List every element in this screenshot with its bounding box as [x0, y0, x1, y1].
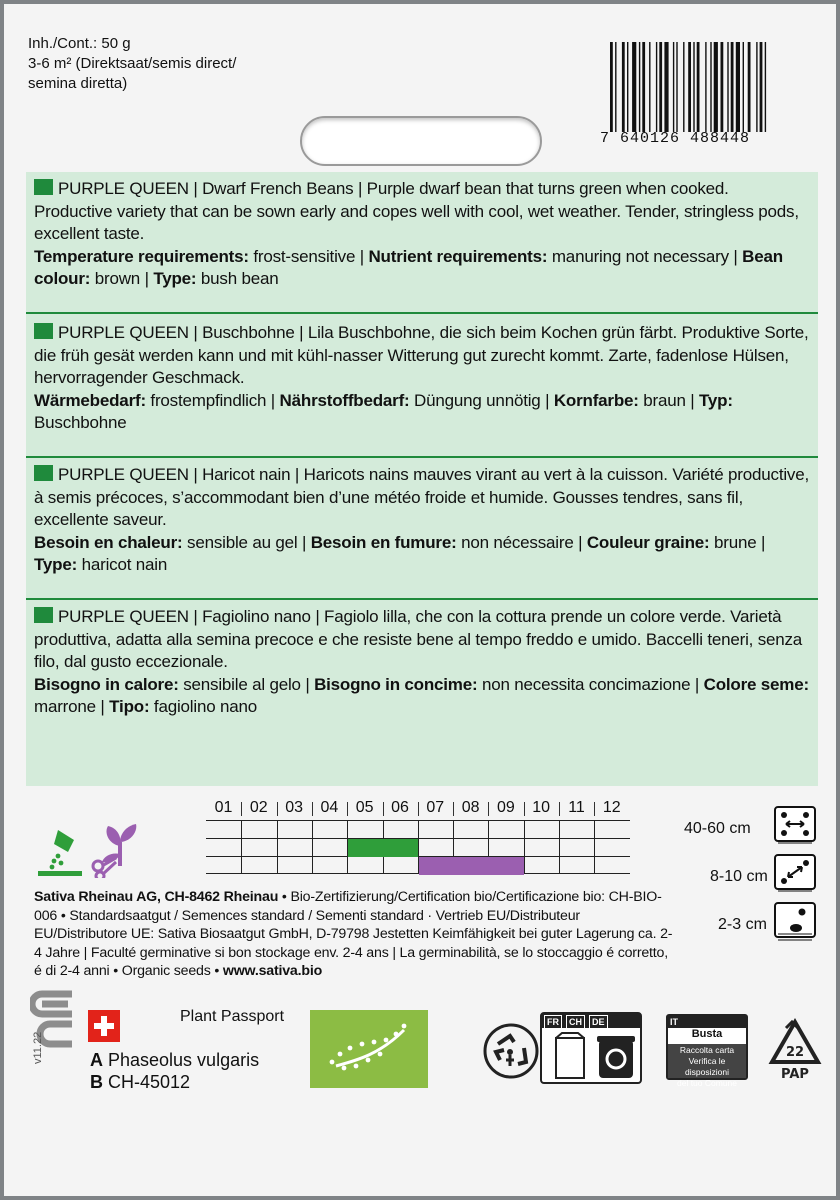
- month-label: 12: [602, 799, 621, 816]
- month-separator: [383, 802, 384, 816]
- company-name: Sativa Rheinau AG, CH-8462 Rheinau: [34, 889, 279, 905]
- month-separator: [594, 802, 595, 816]
- calendar-gridline: [312, 820, 313, 874]
- sowing-icon: [38, 830, 82, 876]
- green-square-icon: [34, 179, 53, 195]
- eu-organic-logo: [310, 1010, 428, 1088]
- month-separator: [488, 802, 489, 816]
- calendar-gridline: [559, 820, 560, 874]
- triman-recycling-box: [540, 1012, 642, 1084]
- month-label: 04: [320, 799, 339, 816]
- sowing-area-cont: semina diretta): [28, 75, 128, 92]
- row-spacing: 40-60 cm: [684, 820, 751, 837]
- passport-species: A Phaseolus vulgaris: [90, 1050, 260, 1070]
- recycle-person-icon: [482, 1022, 540, 1080]
- month-separator: [347, 802, 348, 816]
- svg-text:22: 22: [785, 1045, 805, 1060]
- hang-hole: [300, 116, 542, 166]
- barcode-digits: 7 640126 488448: [600, 130, 751, 147]
- seed-packet-back: [4, 4, 836, 1196]
- divider: [26, 456, 818, 458]
- description-it: PURPLE QUEEN | Fagiolino nano | Fagiolo lilla, che con la cottura prende un colore verde. Varietà produttiva, adatta alla semina precoce e che resiste bene al tempo freddo e umido. Baccelli teneri, senza filo, dal gusto eccezionale. Bisogno in calore: sensibile al gelo | Bisogno in concime: non necessita concimazione | Colore seme: marrone | Tipo: fagiolino nano: [34, 607, 809, 716]
- green-square-icon: [34, 323, 53, 339]
- calendar-gridline: [524, 820, 525, 874]
- pap-recycling-icon: [766, 1018, 824, 1082]
- month-label: 06: [391, 799, 409, 816]
- plant-spacing: 8-10 cm: [710, 868, 768, 885]
- sowing-depth: 2-3 cm: [718, 916, 767, 933]
- green-square-icon: [34, 465, 53, 481]
- content-amount: Inh./Cont.: 50 g: [28, 35, 131, 52]
- paper-bag-icon: [552, 1032, 588, 1080]
- description-panel: [26, 172, 818, 786]
- italian-disposal-label: IT Busta Raccolta carta Verifica le disposizioni del tuo Comune: [666, 1014, 748, 1080]
- country-tag: DE: [589, 1015, 608, 1029]
- plant-passport-title: Plant Passport: [180, 1008, 285, 1025]
- sowing-harvest-calendar: [206, 798, 630, 874]
- month-separator: [312, 802, 313, 816]
- month-label: 08: [461, 799, 480, 816]
- row-spacing-icon: [774, 806, 816, 846]
- month-label: 02: [249, 799, 268, 816]
- month-separator: [524, 802, 525, 816]
- divider: [26, 598, 818, 600]
- recycling-bin-icon: [596, 1032, 636, 1082]
- sowing-bar: [348, 839, 418, 857]
- sowing-area: 3-6 m² (Direktsaat/semis direct/: [28, 55, 237, 72]
- passport-registration: B CH-45012: [90, 1072, 191, 1092]
- harvest-icon: [90, 820, 146, 878]
- sowing-depth-icon: [774, 902, 816, 942]
- month-separator: [559, 802, 560, 816]
- month-label: 10: [532, 799, 551, 816]
- description-de: PURPLE QUEEN | Buschbohne | Lila Buschbohne, die sich beim Kochen grün färbt. Produktive Sorte, die früh gesät werden kann und mit kühl-nasser Witterung gut zurecht kommt. Zarte, fadenlose Hülsen, hervorragender Geschmack. Wärmebedarf: frostempfindlich | Nährstoffbedarf: Düngung unnötig | Kornfarbe: braun | Typ: Buschbohne: [34, 323, 809, 432]
- fine-print: Sativa Rheinau AG, CH-8462 Rheinau • Bio-Zertifizierung/Certification bio/Certificazione bio: CH-BIO-006 • Standardsaatgut / Semences standard / Sementi standard · Vertrieb EU/Distributeur EU/Distributore UE: Sativa Biosaatgut GmbH, D-79798 Jestetten Keimfähigkeit bei guter Lagerung ca. 2-4 Jahre | Faculté germinative si bon stockage env. 2-4 ans | La germinabilità, se lo stoccaggio é corretto, é di 2-4 anni • Organic seeds • www.sativa.bio: [34, 889, 673, 980]
- month-separator: [418, 802, 419, 816]
- month-label: 09: [496, 799, 515, 816]
- swiss-flag-icon: [88, 1010, 120, 1042]
- month-separator: [453, 802, 454, 816]
- calendar-gridline: [594, 820, 595, 874]
- description-en: PURPLE QUEEN | Dwarf French Beans | Purple dwarf bean that turns green when cooked. Productive variety that can be sown early and copes well with cool, wet weather. Tender, stringless pods, excellent taste. Temperature requirements: frost-sensitive | Nutrient requirements: manuring not necessary | Bean colour: brown | Type: bush bean: [34, 179, 799, 288]
- month-label: 01: [214, 799, 233, 816]
- content-info: [28, 34, 236, 94]
- plant-spacing-icon: [774, 854, 816, 894]
- month-label: 07: [426, 799, 445, 816]
- month-label: 11: [568, 799, 585, 816]
- version-code: v11.22: [32, 1031, 44, 1064]
- website-link[interactable]: www.sativa.bio: [222, 963, 323, 980]
- country-tag: FR: [544, 1015, 562, 1029]
- divider: [26, 312, 818, 314]
- description-fr: PURPLE QUEEN | Haricot nain | Haricots nains mauves virant au vert à la cuisson. Variété productive, à semis précoces, s’accommodant bien d’une météo froide et humide. Gousses tendres, sans fil, excellente saveur. Besoin en chaleur: sensible au gel | Besoin en fumure: non nécessaire | Couleur graine: brune | Type: haricot nain: [34, 465, 810, 574]
- svg-text:PAP: PAP: [781, 1067, 809, 1082]
- month-separator: [277, 802, 278, 816]
- country-tag: CH: [566, 1015, 585, 1029]
- harvest-bar: [419, 857, 524, 875]
- green-square-icon: [34, 607, 53, 623]
- month-label: 05: [355, 799, 374, 816]
- calendar-gridline: [241, 820, 242, 874]
- calendar-gridline: [277, 820, 278, 874]
- month-label: 03: [285, 799, 303, 816]
- month-separator: [241, 802, 242, 816]
